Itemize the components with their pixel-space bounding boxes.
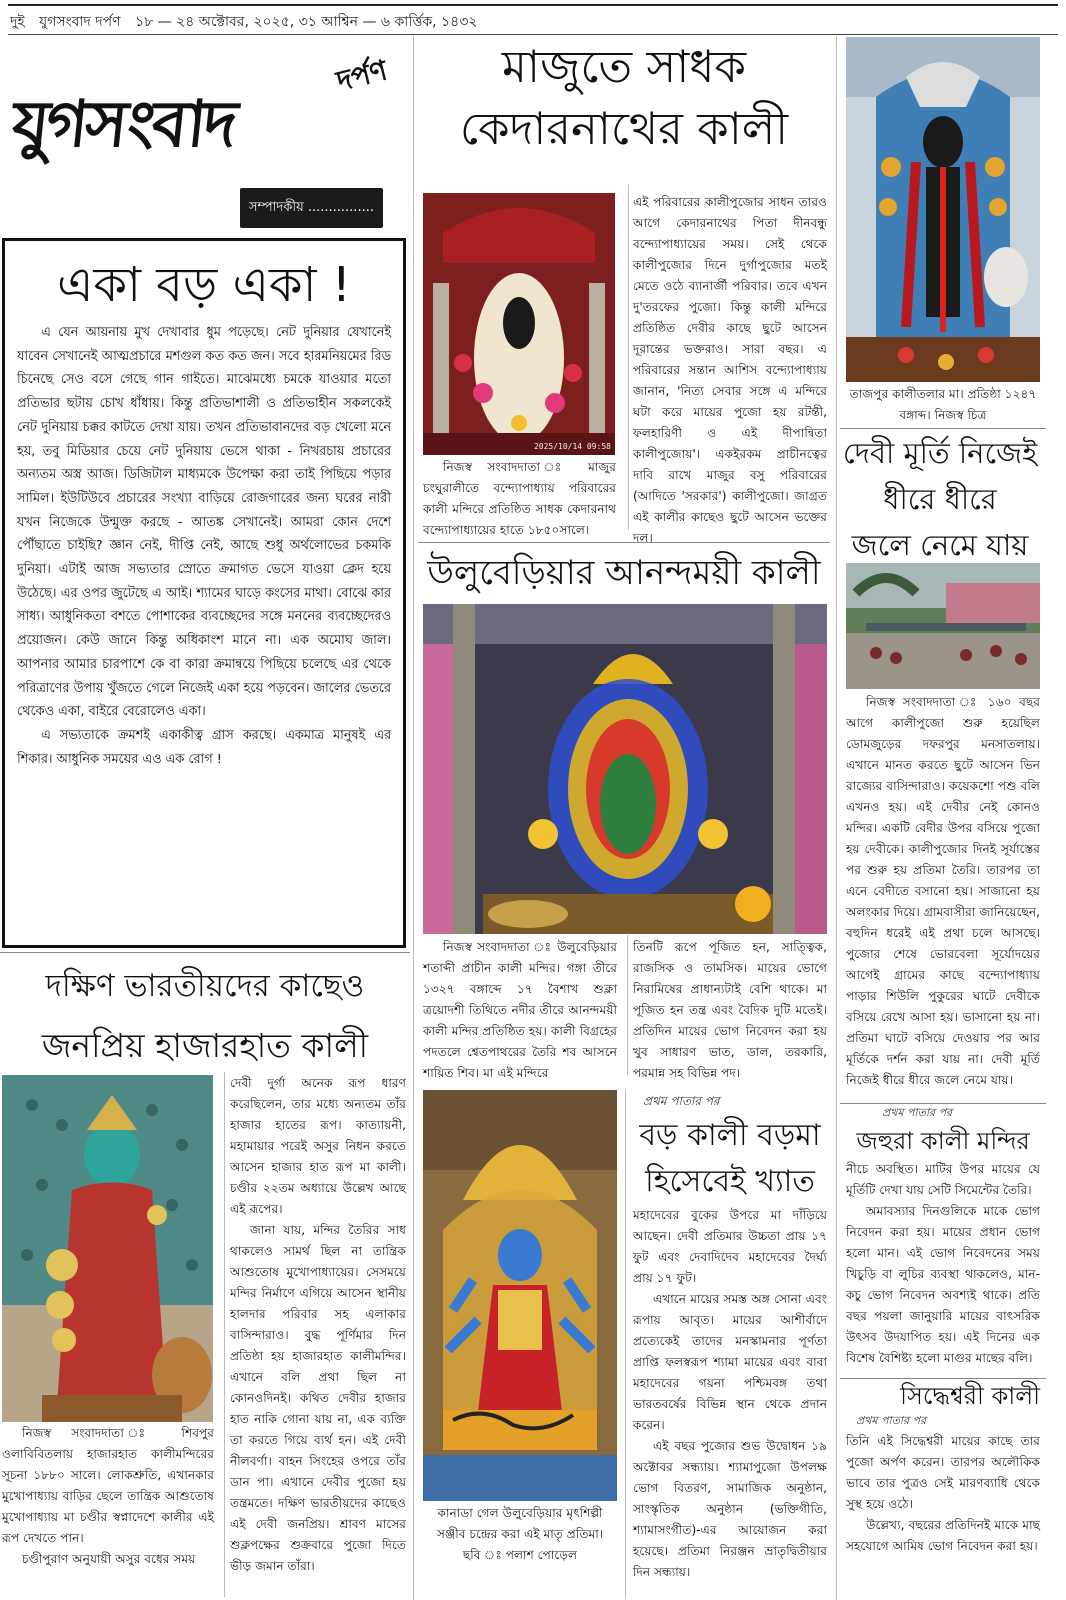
- section-rule: [0, 952, 410, 953]
- majhu-column: এই পরিবারের কালীপুজোর সাধন তারও আগে কেদারনাথের পিতা দীনবন্ধু বন্দ্যোপাধ্যায়ের সময়। সেই থেকে কালীপুজোর দিনে দুর্গাপুজোর মতই মেতে ওঠে ব্যানার্জী পরিবার। তবে এখন দু'তরফের পুজো। কিন্তু কালী মন্দিরে প্রতিষ্ঠিত দেবীর কাছে ছুটে আসেন দূরান্তের ভক্তরাও। সারা বছর। এ পরিবারের সন্তান আশিস বন্দ্যোপাধ্যায় জানান, 'নিত্য সেবার সঙ্গে এ মন্দিরে ঘটা করে মায়ের পুজো হয় রটন্তী, ফলহারিণী ও এই দীপান্বিতা কালীপুজোয়'। একইরকম প্রাচীনত্বের দাবি রাখে মাজুর বসু পরিবারের (আদিতে 'সরকার') কালীপুজো। জাগ্রত এই কালীর কাছেও ছুটে আসেন ভক্তের দল।: [633, 195, 827, 545]
- continued-kicker: প্রথম পাতার পর: [882, 1106, 953, 1119]
- photo-credit: ছবি ঃ পলাশ পোড়েল: [462, 1548, 578, 1562]
- siddheshwari-paragraph: তিনি এই সিদ্ধেশ্বরী মায়ের কাছে তার পুজো অর্পণ করেন। তারপর অলৌকিক ভাবে তার পুত্রও সেই মারণব্যাধি থেকে সুস্থ হয়ে ওঠে।: [846, 1434, 1040, 1511]
- uluberia-left-column: নিজস্ব সংবাদদাতা ঃ উলুবেড়িয়ার শতাব্দী প্রাচীন কালী মন্দির। গঙ্গা তীরে ১৩২৭ বঙ্গাব্দে ১৭ বৈশাখ শুক্লা ত্রয়োদশী তিথিতে নদীর তীরে আনন্দময়ী কালী মন্দির প্রতিষ্ঠিত হয়। কালী বিগ্রহের পদতলে শ্বেতপাথরের তৈরি শব আসনে শায়িত শিব। মা এই মন্দিরে: [423, 940, 617, 1080]
- editorial-label: সম্পাদকীয় ................: [240, 188, 383, 228]
- section-rule: [840, 1378, 1046, 1379]
- column-divider: [224, 1072, 225, 1597]
- hazar-headline-line1: দক্ষিণ ভারতীয়দের কাছেও: [45, 968, 365, 1004]
- editorial-paragraph: এ যেন আয়নায় মুখ দেখাবার ধুম পড়েছে। নেট দুনিয়ার যেখানেই যাবেন সেখানেই আত্মপ্রচারে মশগুল কত কত জন। সবে হারমনিয়মের রিড চিনেছে সেও বসে গেছে গান গাইতে। মাঝেমধ্যে চমকে যাওয়ার মতো প্রতিভার ছটায় চোখ ধাঁধায়। কিন্তু প্রতিভাশালী ও প্রতিভাহীন সকলকেই নেট দুনিয়ায় চক্কর কাটতে দেখা যায়। তখন প্রতিভাবানদের বড় খেলো মনে হয়, তবু মিডিয়ার চেয়ে নেট দুনিয়ায় ভেসে থাকা - নিখরচায় প্রচারের অন্যতম অস্ত্র আজ। ডিজিটাল মাধ্যমকে উপেক্ষা করা তাই পিছিয়ে পড়ার সামিল। ইউটিউবে প্রচারের সংখ্যা বাড়িয়ে রোজগারের জন্য ঘরের নারী যখন নিজেকে উন্মুক্ত করছে - আতঙ্ক সেখানেই। আমরা কোন দেশে পৌঁছাতে চাইছি? জ্ঞান নেই, দীপ্তি নেই, আছে শুধু অর্থলোভের চকমকি দুনিয়া। এটাই আজ সভ্যতার স্রোতে ক্রমাগত ভেসে যাওয়া ক্লেদ হয়ে উঠেছে। এর ওপর জুটেছে এ আই। শ্যামের ঘাড়ে কংসের মাথা। বোঝে কার সাধ্য। আধুনিকতা বশতে পোশাকের ব্যবচ্ছেদের সঙ্গে মননের ব্যবচ্ছেদেরও প্রয়োজন। কেউ জানে কিন্তু অধিকাংশ মানে না। এক অমোঘ জাল। আপনার আমার চারপাশে কে বা কারা ক্রমান্বয়ে পিছিয়ে চলেছে এর থেকে পরিত্রাণের উপায় খুঁজতে গেলে নিজেই একা হয়ে পড়বেন। জালের ভেতরে থেকেও একা, বাইরে বেরোলেও একা।: [17, 325, 391, 720]
- boro-headline-line1: বড় কালী বড়মা: [639, 1118, 821, 1153]
- column-divider: [836, 36, 837, 1600]
- continued-kicker: প্রথম পাতার পর: [856, 1414, 927, 1427]
- hazar-column: [230, 1073, 406, 1577]
- boro-paragraph: মহাদেবের বুকের উপরে মা দাঁড়িয়ে আছেন। দেবী প্রতিমার উচ্চতা প্রায় ১৭ ফুট এবং দেবাদিদেব মহাদেবের দৈর্ঘ্য প্রায় ১৭ ফুট।: [633, 1208, 827, 1285]
- paper-name: যুগসংবাদ দর্পণ: [39, 14, 121, 30]
- hazar-caption: নিজস্ব সংবাদদাতা ঃ শিবপুর ওলাবিবিতলায় হাজারহাত কালীমন্দিরের সূচনা ১৮৮০ সালে। লোকশ্রুতি, এখানকার মুখোপাধ্যায় বাড়ির ছেলে তান্ত্রিক আশুতোষ মুখোপাধ্যায় মা চণ্ডীর স্বপ্নাদেশে কালীর এই রূপ দেখতে পান।: [2, 1426, 214, 1545]
- majhu-headline: [418, 36, 830, 160]
- editorial-paragraph: এ সভ্যতাকে ক্রমশই একাকীত্ব গ্রাস করছে। একমাত্র মানুষই এর শিকার। আধুনিক সময়ের এও এক রোগ !: [17, 727, 391, 767]
- boro-paragraph: এই বছর পুজোর শুভ উদ্বোধন ১৯ অক্টোবর সন্ধ্যায়। শ্যামাপুজো উপলক্ষ ভোগ বিতরণ, সামাজিক অনুষ্ঠান, সাংস্কৃতিক অনুষ্ঠান (ভক্তিগীতি, শ্যামাসংগীত)-এর আয়োজন করা হয়েছে। প্রতিমা নিরঞ্জন ভ্রাতৃদ্বিতীয়ার দিন সন্ধ্যায়।: [633, 1439, 827, 1579]
- jahura-headline: জহুরা কালী মন্দির: [856, 1127, 1030, 1155]
- editorial-headline: একা বড় একা !: [56, 257, 352, 313]
- hazar-headline-line2: জনপ্রিয় হাজারহাত কালী: [41, 1026, 369, 1065]
- boro-paragraph: এখানে মায়ের সমস্ত অঙ্গ সোনা এবং রূপায় আবৃত। মায়ের আশীর্বাদে প্রত্যেকেই তাদের মনস্কামনার পূর্ণতা প্রাপ্তি ফলস্বরূপ শ্যামা মায়ের এবং বাবা মহাদেবের গয়না পশ্চিমবঙ্গ তথা ভারতবর্ষের বিভিন্ন স্থান থেকে প্রদান করেন।: [633, 1292, 827, 1432]
- debi-headline: [840, 430, 1040, 568]
- header-rule: [8, 34, 1058, 35]
- debi-headline-line2: ধীরে ধীরে: [883, 482, 997, 516]
- masthead-title: যুগসংবাদ: [8, 88, 238, 162]
- masthead: [8, 46, 407, 186]
- debi-body: নিজস্ব সংবাদদাতা ঃ ১৬০ বছর আগে কালীপুজো শুরু হয়েছিল ডোমজুড়ের দফরপুর মনসাতলায়। এখানে মানত করতে ছুটে আসেন ভিন রাজ্যের বাসিন্দারাও। কয়েকশো পশু বলি এখনও হয়। এই দেবীর নেই কোনও মন্দির। একটি বেদীর উপর বসিয়ে পুজো হয় দেবীকে। কালীপুজোর দিনই সূর্যাস্তের পর শুরু হয় প্রতিমা তৈরি। তারপর তা এনে বেদীতে বসানো হয়। সাজানো হয় অলংকার দিয়ে। গ্রামবাসীরা জানিয়েছেন, বহুদিন ধরেই এই প্রথা চলে আসছে। পুজোর শেষে ভোরবেলা সূর্যোদয়ের আগেই গ্রামের কাছে বন্দ্যোপাধ্যায় পাড়ার শিউলি পুকুরের ঘাটে দেবীকে বসিয়ে রেখে আসা হয়। ভাসানো হয় না। প্রতিমা ঘাটে বসিয়ে দেওয়ার পর আর মূর্তিকে দর্শন করা যায় না। দেবী মূর্তি নিজেই ধীরে ধীরে জলে নেমে যায়।: [846, 695, 1040, 1087]
- uluberia-right-column: তিনটি রূপে পূজিত হন, সাত্ত্বিক, রাজসিক ও তামসিক। মায়ের ভোগে নিরামিষের প্রাধান্যটাই বেশি থাকে। মা পূজিত হন তন্ত্র এবং বৈদিক দুটি মতেই। প্রতিদিন মায়ের ভোগ নিবেদন করা হয় খুব সাধারণ ভাত, ডাল, তরকারি, পরমান্ন সহ বিভিন্ন পদ।: [633, 940, 827, 1080]
- page-header: [10, 10, 1060, 34]
- kanada-caption: [423, 1503, 617, 1566]
- siddheshwari-headline: সিদ্ধেশ্বরী কালী: [900, 1382, 1040, 1410]
- majhu-headline-line1: মাজুতে সাধক: [502, 40, 746, 93]
- section-rule: [840, 428, 1046, 429]
- kanada-caption-line: সঞ্জীব চন্দ্রের করা এই মাতৃ প্রতিমা।: [436, 1527, 604, 1541]
- column-divider: [628, 185, 629, 530]
- section-rule: [418, 542, 830, 543]
- tajpur-kali-photo: [846, 37, 1040, 382]
- dafarpur-ghat-photo: [846, 563, 1040, 689]
- hazar-headline: [0, 955, 410, 1075]
- hazar-haat-kali-photo: [2, 1075, 213, 1422]
- uluberia-headline: উলুবেড়িয়ার আনন্দময়ী কালী: [427, 553, 821, 593]
- photo-timestamp: 2025/10/14 09:58: [533, 442, 611, 451]
- uluberia-kali-photo: [423, 604, 827, 934]
- hazar-caption-tail: চণ্ডীপুরাণ অনুযায়ী অসুর বধের সময়: [22, 1552, 196, 1566]
- top-rule: [8, 4, 1058, 6]
- issue-date: ১৮ — ২৪ অক্টোবর, ২০২৫, ৩১ আশ্বিন — ৬ কার্ত্তিক, ১৪৩২: [135, 14, 478, 30]
- jahura-story: [846, 1104, 1040, 1369]
- jahura-paragraph: নীচে অবস্থিত। মাটির উপর মায়ের যে মূর্তিটি দেখা যায় সেটি সিমেন্টের তৈরি।: [846, 1162, 1040, 1197]
- column-divider: [413, 36, 414, 1600]
- editorial-box: [2, 238, 406, 948]
- masthead-subtitle: দর্পণ: [333, 53, 391, 98]
- kanada-kali-photo: [423, 1090, 617, 1501]
- column-divider: [625, 1090, 626, 1598]
- boro-headline-line2: হিসেবেই খ্যাত: [645, 1164, 815, 1199]
- kanada-caption-line: কানাডা গেল উলুবেড়িয়ার মৃৎশিল্পী: [437, 1506, 603, 1520]
- debi-headline-line1: দেবী মূর্তি নিজেই: [842, 436, 1038, 470]
- hazar-paragraph: জানা যায়, মন্দির তৈরির সাধ থাকলেও সামর্থ ছিল না তান্ত্রিক আশুতোষ মুখোপাধ্যায়ের। সেসময়ে মন্দির নির্মাণে এগিয়ে আসেন স্থানীয় হালদার পরিবার সহ এলাকার বাসিন্দারাও। বুদ্ধ পূর্ণিমার দিন প্রতিষ্ঠা হয় হাজারহাত কালীমন্দির। এখানে বলি প্রথা ছিল না কোনওদিনই। কথিত দেবীর হাজার হাত নাকি গোনা যায় না, এক ব্যক্তি তা করতে গিয়ে ব্যর্থ হন। এই দেবী নীলবর্ণা। বাহন সিংহের ওপরে তাঁর ডান পা। এখানে দেবীর পুজো হয় তন্ত্রমতে। দক্ষিণ ভারতীয়দের কাছেও এই দেবী জনপ্রিয়। শ্রাবণ মাসের শুক্লপক্ষের শুক্রবারে পুজো দিতে ভীড় জমান তাঁরা।: [230, 1223, 406, 1573]
- page-number: দুই: [10, 14, 25, 30]
- column-divider: [627, 935, 628, 1075]
- siddheshwari-paragraph: উল্লেখ্য, বছরের প্রতিদিনই মাকে মাছ সহযোগে আমিষ ভোগ নিবেদন করা হয়।: [846, 1518, 1040, 1553]
- majhu-kali-photo: [423, 193, 615, 455]
- continued-kicker: প্রথম পাতার পর: [643, 1094, 720, 1108]
- siddheshwari-story: [846, 1380, 1040, 1557]
- majhu-headline-line2: কেদারনাথের কালী: [459, 102, 789, 155]
- majhu-caption: নিজস্ব সংবাদদাতা ঃ মাজুর চংঘুরালীতে বন্দ্যোপাধ্যায় পরিবারের কালী মন্দিরে প্রতিষ্ঠিত সাধক কেদারনাথ বন্দ্যোপাধ্যায়ের হাতে ১৮৫০সালে।: [423, 460, 616, 537]
- debi-headline-line3: জলে নেমে যায়: [851, 528, 1029, 562]
- boro-kali-story: [633, 1093, 827, 1583]
- hazar-paragraph: দেবী দুর্গা অনেক রূপ ধারণ করেছিলেন, তার মধ্যে অন্যতম তাঁর হাজার হাতের রূপ। কাত্যায়নী, মহামায়ার পরেই অসুর নিধন করতে আসেন হাজার হাত রূপ মা কালী। চণ্ডীর ২২তম অধ্যায়ে উল্লেখ আছে এই রূপের।: [230, 1076, 406, 1216]
- tajpur-caption: তাজপুর কালীতলার মা। প্রতিষ্ঠা ১২৪৭ বঙ্গাব্দ। নিজস্ব চিত্র: [849, 387, 1037, 422]
- jahura-paragraph: অমাবস্যার দিনগুলিকে মাকে ভোগ নিবেদন করা হয়। মায়ের প্রধান ভোগ হলো মান। এই ভোগ নিবেদনের সময় খিচুড়ি বা লুচির ব্যবস্থা থাকলেও, মান-কচু ভোগ নিবেদন অবশ্যই থাকে। প্রতি বছর পয়লা জানুয়ারি মায়ের বাৎসরিক উৎসব উদযাপিত হয়। এই দিনের এক বিশেষ বৈশিষ্ট্য হলো মাগুর মাছের বলি।: [846, 1204, 1040, 1365]
